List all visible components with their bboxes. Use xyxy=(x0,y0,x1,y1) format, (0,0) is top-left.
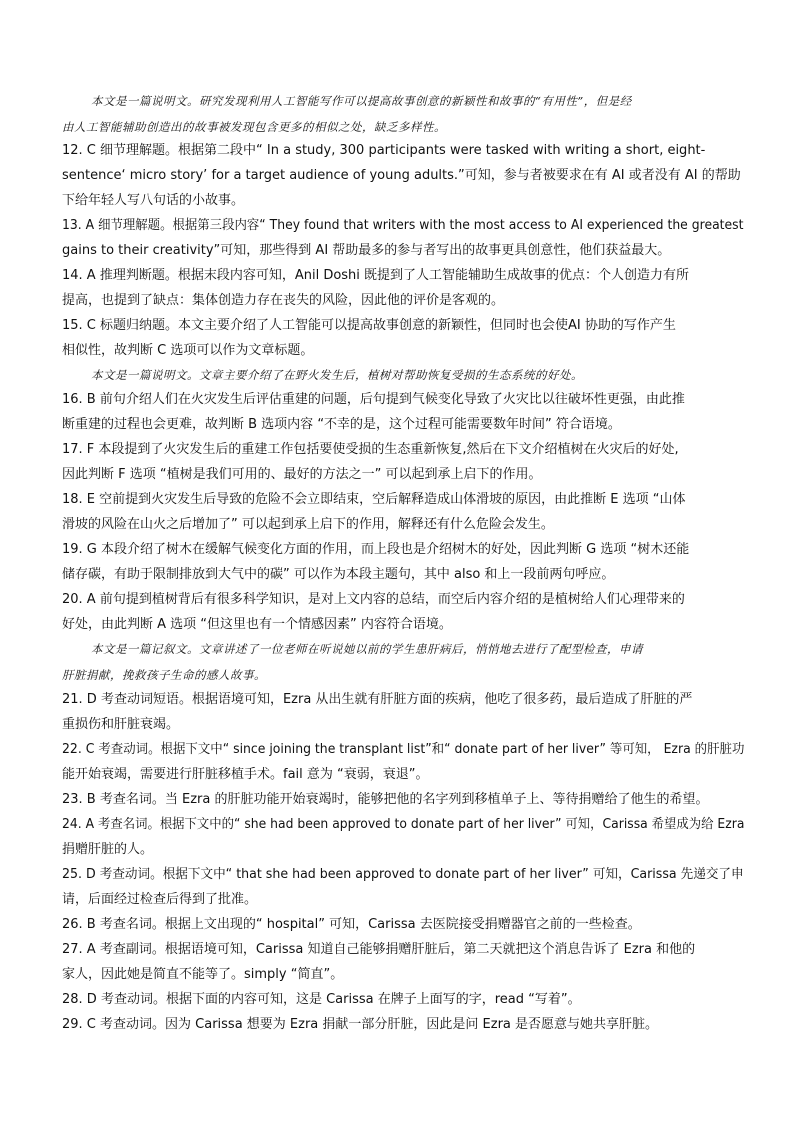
answer-21: 21. D 考查动词短语。根据语境可知，Ezra 从出生就有肝脏方面的疾病，他吃了很多药，最后造成了肝脏的严 xyxy=(62,692,693,707)
passage-intro-ai: 本文是一篇说明文。研究发现利用人工智能写作可以提高故事创意的新颖性和故事的“有用性”，但是经 xyxy=(91,94,632,108)
answer-20-cont: 好处，由此判断 A 选项 “但这里也有一个情感因素” 内容符合语境。 xyxy=(62,617,452,632)
answer-17-cont: 因此判断 F 选项 “植树是我们可用的、最好的方法之一” 可以起到承上启下的作用。 xyxy=(62,467,542,482)
answer-15-cont: 相似性，故判断 C 选项可以作为文章标题。 xyxy=(62,343,314,358)
answer-16: 16. B 前句介绍人们在火灾发生后评估重建的问题，后句提到气候变化导致了火灾比以往破坏性更强，由此推 xyxy=(62,392,685,407)
answer-23: 23. B 考查名词。当 Ezra 的肝脏功能开始衰竭时，能够把他的名字列到移植单子上、等待捐赠给了他生的希望。 xyxy=(62,792,709,807)
answer-25: 25. D 考查动词。根据下文中“ that she had been approved to donate part of her liver” 可知，Carissa 先递交了申 xyxy=(62,867,744,882)
answer-22: 22. C 考查动词。根据下文中“ since joining the transplant list”和“ donate part of her liver” 等可知， Ezra 的肝脏功 xyxy=(62,742,745,757)
answer-15: 15. C 标题归纳题。本文主要介绍了人工智能可以提高故事创意的新颖性，但同时也会使AI 协助的写作产生 xyxy=(62,318,676,333)
answer-18: 18. E 空前提到火灾发生后导致的危险不会立即结束，空后解释造成山体滑坡的原因，由此推断 E 选项 “山体 xyxy=(62,492,686,507)
answer-14-cont: 提高，也提到了缺点：集体创造力存在丧失的风险，因此他的评价是客观的。 xyxy=(62,293,505,308)
answer-20: 20. A 前句提到植树背后有很多科学知识，是对上文内容的总结，而空后内容介绍的是植树给人们心理带来的 xyxy=(62,592,685,607)
answer-27: 27. A 考查副词。根据语境可知，Carissa 知道自己能够捐赠肝脏后，第二天就把这个消息告诉了 Ezra 和他的 xyxy=(62,942,696,957)
answer-12: 12. C 细节理解题。根据第二段中“ In a study, 300 participants were tasked with writing a short, eight- xyxy=(62,143,706,158)
answer-19: 19. G 本段介绍了树木在缓解气候变化方面的作用，而上段也是介绍树木的好处，因此判断 G 选项 “树木还能 xyxy=(62,542,690,557)
answer-18-cont: 滑坡的风险在山火之后增加了” 可以起到承上启下的作用，解释还有什么危险会发生。 xyxy=(62,517,554,532)
passage-intro-liver: 本文是一篇记叙文。文章讲述了一位老师在听说她以前的学生患肝病后，悄悄地去进行了配型检查，申请 xyxy=(91,642,643,656)
passage-intro-trees: 本文是一篇说明文。文章主要介绍了在野火发生后，植树对帮助恢复受损的生态系统的好处。 xyxy=(91,368,583,382)
answer-25-cont: 请，后面经过检查后得到了批准。 xyxy=(62,892,258,907)
answer-16-cont: 断重建的过程也会更难，故判断 B 选项内容 “不幸的是，这个过程可能需要数年时间” 符合语境。 xyxy=(62,417,621,432)
answer-27-cont: 家人，因此她是简直不能等了。simply “简直”。 xyxy=(62,967,344,982)
answer-26: 26. B 考查名词。根据上文出现的“ hospital” 可知，Carissa 去医院接受捐赠器官之前的一些检查。 xyxy=(62,917,641,932)
answer-13: 13. A 细节理解题。根据第三段内容“ They found that writers with the most access to AI experienced the greatest xyxy=(62,218,744,233)
answer-19-cont: 储存碳，有助于限制排放到大气中的碳” 可以作为本段主题句，其中 also 和上一段前两句呼应。 xyxy=(62,567,615,582)
answer-24: 24. A 考查名词。根据下文中的“ she had been approved to donate part of her liver” 可知，Carissa 希望成为给 Ezra xyxy=(62,817,745,832)
answer-22-cont: 能开始衰竭，需要进行肝脏移植手术。fail 意为 “衰弱，衰退”。 xyxy=(62,767,429,782)
answer-14: 14. A 推理判断题。根据末段内容可知，Anil Doshi 既提到了人工智能辅助生成故事的优点：个人创造力有所 xyxy=(62,268,690,283)
passage-intro-liver-cont: 肝脏捐献，挽救孩子生命的感人故事。 xyxy=(62,668,266,682)
answer-17: 17. F 本段提到了火灾发生后的重建工作包括要使受损的生态重新恢复,然后在下文介绍植树在火灾后的好处, xyxy=(62,442,679,457)
answer-12-cont: sentence‘ micro story’ for a target audience of young adults.”可知，参与者被要求在有 AI 或者没有 AI 的帮助 xyxy=(62,168,741,183)
passage-intro-ai-cont: 由人工智能辅助创造出的故事被发现包含更多的相似之处，缺乏多样性。 xyxy=(62,120,446,134)
answer-28: 28. D 考查动词。根据下面的内容可知，这是 Carissa 在牌子上面写的字，read “写着”。 xyxy=(62,992,581,1007)
answer-24-cont: 捐赠肝脏的人。 xyxy=(62,842,154,857)
answer-21-cont: 重损伤和肝脏衰竭。 xyxy=(62,717,180,732)
answer-29: 29. C 考查动词。因为 Carissa 想要为 Ezra 捐献一部分肝脏，因此是问 Ezra 是否愿意与她共享肝脏。 xyxy=(62,1017,659,1032)
answer-12-cont: 下给年轻人写八句话的小故事。 xyxy=(62,193,245,208)
answer-13-cont: gains to their creativity”可知，那些得到 AI 帮助最多的参与者写出的故事更具创意性，他们获益最大。 xyxy=(62,243,671,258)
